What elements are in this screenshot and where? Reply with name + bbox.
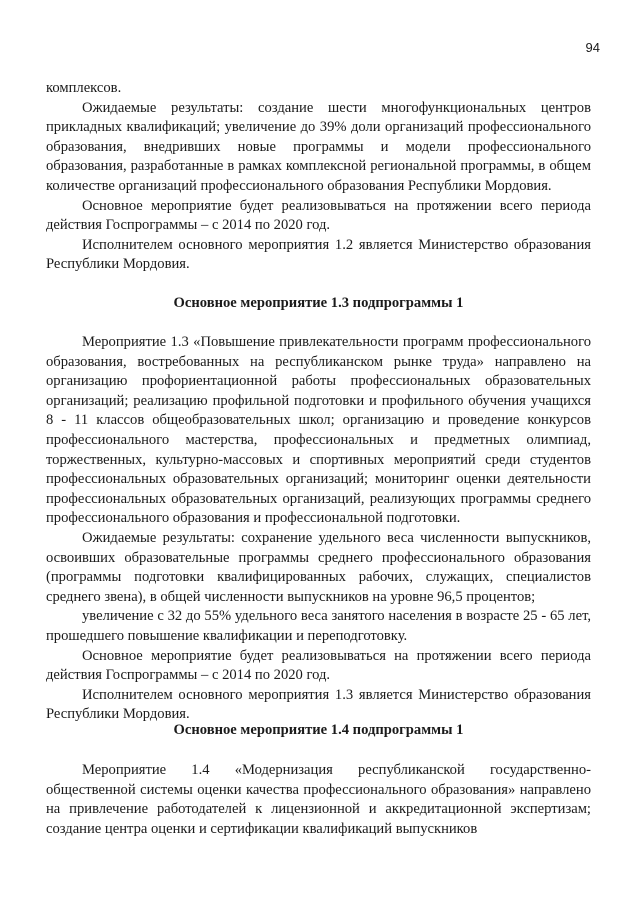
paragraph-description-1-4: Мероприятие 1.4 «Модернизация республиканской государственно-общественной системы оценки качества профессионального образования» направлено на привлечение работодателей к лицензионной и аккредитационной экспертизам; создание центра оценки и сертификации квалификаций выпускников <box>46 762 591 837</box>
section-heading-1-4: Основное мероприятие 1.4 подпрограммы 1 <box>173 722 464 738</box>
paragraph-continuation: комплексов. <box>46 80 122 96</box>
paragraph-period-1-2: Основное мероприятие будет реализовываться на протяжении всего периода действия Госпрограммы – с 2014 по 2020 год. <box>46 197 591 234</box>
section-1-4 <box>46 761 591 839</box>
page-number: 94 <box>585 40 600 55</box>
section-heading-1-3: Основное мероприятие 1.3 подпрограммы 1 <box>173 295 464 311</box>
section-1-3 <box>46 333 591 725</box>
paragraph-expected-results-1-2: Ожидаемые результаты: создание шести многофункциональных центров прикладных квалификаций; увеличение до 39% доли организаций профессионального образования, внедривших новые программы и модели профессионального образования, разработанные в рамках комплексной региональной программы, в общем количестве организаций профессионального образования Республики Мордовия. <box>46 99 591 194</box>
paragraph-executor-1-3: Исполнителем основного мероприятия 1.3 является Министерство образования Республики Мордовия. <box>46 686 591 723</box>
paragraph-increase-1-3: увеличение с 32 до 55% удельного веса занятого населения в возрасте 25 - 65 лет, прошедшего повышение квалификации и переподготовку. <box>46 608 591 644</box>
paragraph-description-1-3: Мероприятие 1.3 «Повышение привлекательности программ профессионального образования, востребованных на республиканском рынке труда» направлено на организацию профориентационной работы профессиональных образовательных организаций; реализацию профильной подготовки и профильного обучения учащихся 8 - 11 классов общеобразовательных школ; организацию и проведение конкурсов профессионального мастерства, профессиональных и предметных олимпиад, торжественных, культурно-массовых и спортивных мероприятий среди студентов профессиональных образовательных организаций; мониторинг оценки деятельности профессиональных образовательных организаций, реализующих программы среднего профессионального образования и профессиональной подготовки. <box>46 334 591 527</box>
paragraph-period-1-3: Основное мероприятие будет реализовываться на протяжении всего периода действия Госпрограммы – с 2014 по 2020 год. <box>46 647 591 684</box>
section-intro <box>46 79 591 275</box>
paragraph-expected-results-1-3: Ожидаемые результаты: сохранение удельного веса численности выпускников, освоивших образовательные программы среднего профессионального образования (программы подготовки квалифицированных рабочих, служащих, специалистов среднего звена), в общей численности выпускников на уровне 96,5 процентов; <box>46 529 591 605</box>
paragraph-executor-1-2: Исполнителем основного мероприятия 1.2 является Министерство образования Республики Мордовия. <box>46 236 591 273</box>
